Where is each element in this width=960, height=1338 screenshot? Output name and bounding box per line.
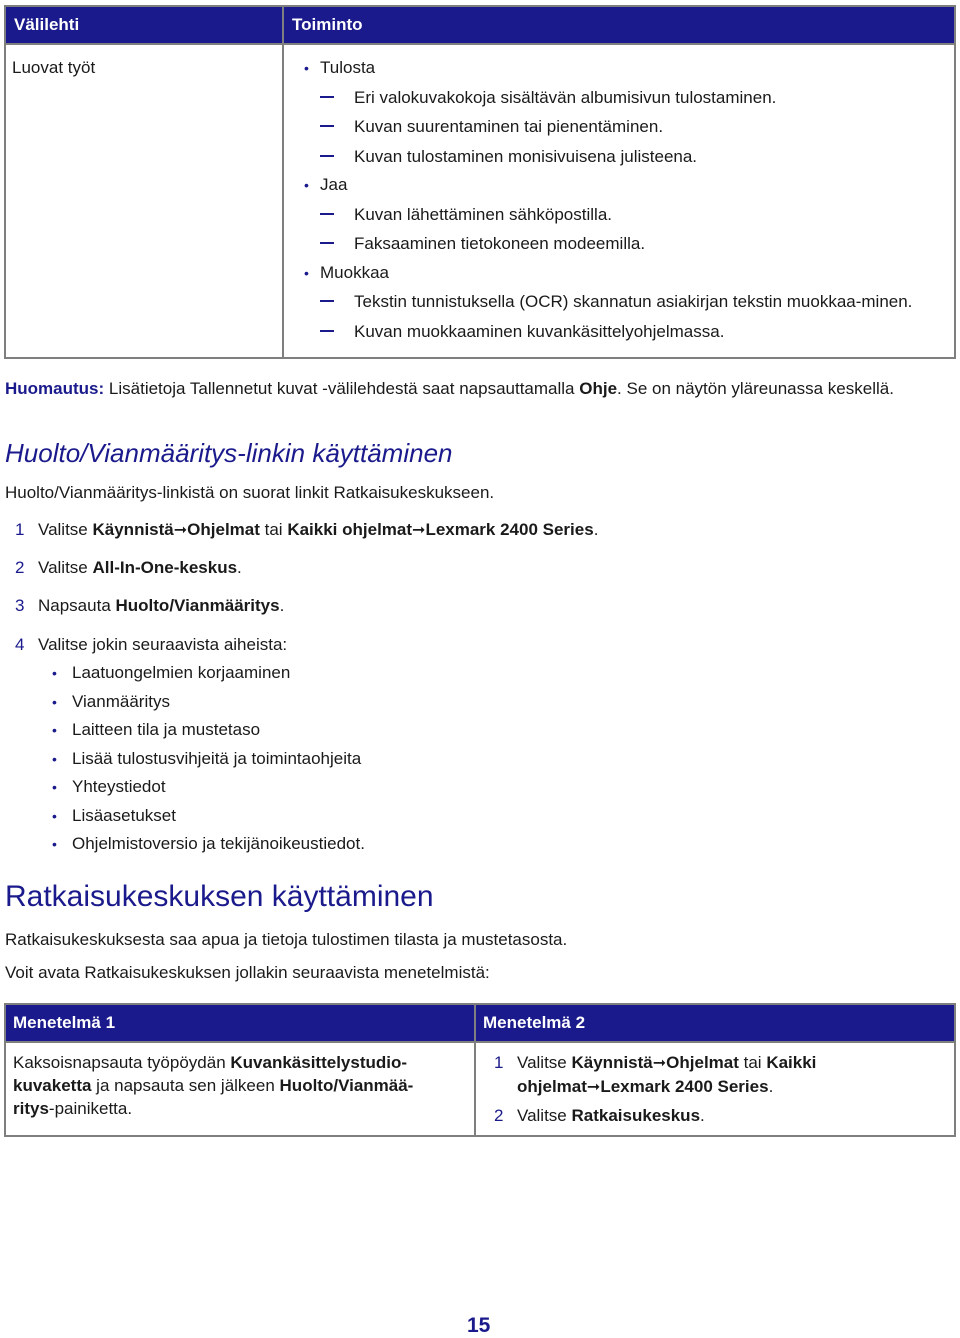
dash-icon xyxy=(320,330,334,332)
list-item: Kuvan tulostaminen monisivuisena julisteena. xyxy=(304,146,954,167)
list-item: • Jaa xyxy=(304,175,348,194)
dash-icon xyxy=(320,125,334,127)
note: Huomautus: Lisätietoja Tallennetut kuvat -välilehdestä saat napsauttamalla Ohje. Se on näytön yläreunassa keskellä. xyxy=(5,379,894,398)
arrow-icon: ➞ xyxy=(652,1055,667,1072)
step-1: 1 Valitse Käynnistä➞Ohjelmat tai Kaikki ohjelmat➞Lexmark 2400 Series. xyxy=(15,520,599,539)
arrow-icon: ➞ xyxy=(586,1079,601,1096)
list-item: • Vianmääritys xyxy=(52,691,170,711)
bullet-icon: • xyxy=(52,665,57,681)
dash-icon xyxy=(320,213,334,215)
dash-icon xyxy=(320,96,334,98)
paragraph: Voit avata Ratkaisukeskuksen jollakin seuraavista menetelmistä: xyxy=(5,963,490,982)
step-4: 4 Valitse jokin seuraavista aiheista: xyxy=(15,635,288,654)
methods-table xyxy=(4,1003,956,1137)
list-item: Kuvan suurentaminen tai pienentäminen. xyxy=(304,116,954,137)
list-item: Faksaaminen tietokoneen modeemilla. xyxy=(304,233,954,254)
header-action: Toiminto xyxy=(283,6,955,44)
list-item: • Laatuongelmien korjaaminen xyxy=(52,663,291,682)
bullet-icon: • xyxy=(52,750,57,767)
method-1-text: Kaksoisnapsauta työpöydän Kuvankäsittelystudio- kuvaketta ja napsauta sen jälkeen Huolto/Vianmää- ritys-painiketta. xyxy=(5,1042,475,1136)
method-2-text xyxy=(475,1042,955,1136)
step-2: 2 Valitse All-In-One-keskus. xyxy=(15,558,242,577)
bullet-icon: • xyxy=(304,60,309,76)
header-method-2: Menetelmä 2 xyxy=(475,1004,955,1042)
arrow-icon: ➞ xyxy=(412,522,426,539)
section-title-help-link: Huolto/Vianmääritys-linkin käyttäminen xyxy=(5,438,453,468)
section-intro: Huolto/Vianmääritys-linkistä on suorat linkit Ratkaisukeskukseen. xyxy=(5,483,495,502)
list-item: • Lisää tulostusvihjeitä ja toimintaohjeita xyxy=(52,748,362,768)
list-item: Kuvan lähettäminen sähköpostilla. xyxy=(304,204,954,225)
header-method-1: Menetelmä 1 xyxy=(5,1004,475,1042)
list-item: • Ohjelmistoversio ja tekijänoikeustiedot. xyxy=(52,834,365,853)
step-2: 2 Valitse Ratkaisukeskus. xyxy=(494,1106,705,1125)
features-table xyxy=(4,5,956,359)
bullet-icon: • xyxy=(52,779,57,795)
list-item: • Tulosta xyxy=(304,58,376,77)
bullet-icon: • xyxy=(52,722,57,738)
step-1: 1 Valitse Käynnistä➞Ohjelmat tai Kaikki ohjelmat➞Lexmark 2400 Series. xyxy=(494,1053,817,1096)
dash-icon xyxy=(320,155,334,157)
list-item: • Muokkaa xyxy=(304,262,389,282)
list-item: Tekstin tunnistuksella (OCR) skannatun asiakirjan tekstin muokkaa-minen. xyxy=(304,291,954,312)
step-3: 3 Napsauta Huolto/Vianmääritys. xyxy=(15,596,285,615)
list-item: Eri valokuvakokoja sisältävän albumisivun tulostaminen. xyxy=(304,87,954,108)
page-number: 15 xyxy=(467,1314,491,1337)
header-tab: Välilehti xyxy=(5,6,283,44)
topic-list xyxy=(52,663,365,863)
list-item: • Lisäasetukset xyxy=(52,805,176,825)
bullet-icon: • xyxy=(52,693,57,710)
bullet-icon: • xyxy=(304,177,309,193)
bullet-icon: • xyxy=(304,264,309,281)
section-title-solution-center: Ratkaisukeskuksen käyttäminen xyxy=(5,880,434,913)
bullet-icon: • xyxy=(52,807,57,824)
arrow-icon: ➞ xyxy=(173,522,188,539)
list-item: • Laitteen tila ja mustetaso xyxy=(52,720,261,739)
tab-name: Luovat työt xyxy=(12,58,96,77)
dash-icon xyxy=(320,242,334,244)
action-list xyxy=(284,45,954,356)
list-item: • Yhteystiedot xyxy=(52,777,166,796)
paragraph: Ratkaisukeskuksesta saa apua ja tietoja tulostimen tilasta ja mustetasosta. xyxy=(5,930,568,949)
list-item: Kuvan muokkaaminen kuvankäsittelyohjelmassa. xyxy=(304,321,954,342)
dash-icon xyxy=(320,300,334,302)
bullet-icon: • xyxy=(52,836,57,852)
